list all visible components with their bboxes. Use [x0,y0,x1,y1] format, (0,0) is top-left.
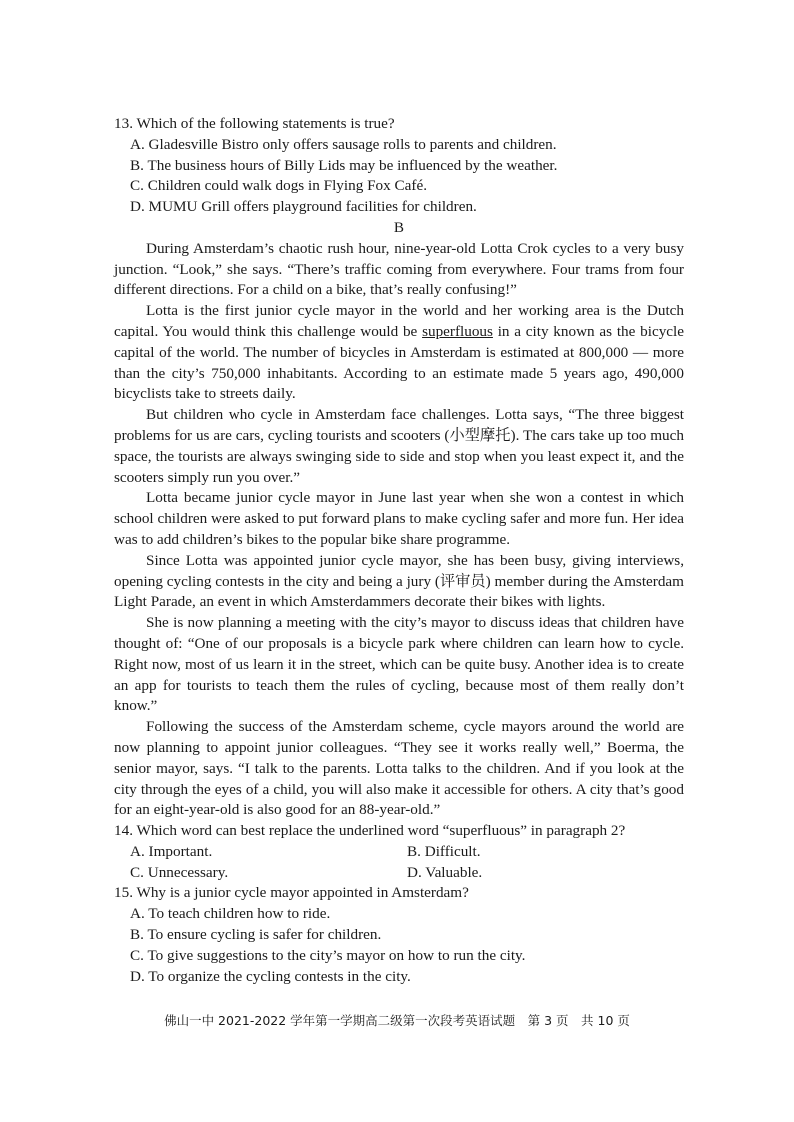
passage-paragraph-7: Following the success of the Amsterdam scheme, cycle mayors around the world are now planning to appoint junior colleagues. “They see it works really well,” Boerma, the senior mayor, says. “I talk to the parents. Lotta talks to the children. And if you look at the city through the eyes of a child, you will also make it accessible for others. A city that’s good for an eight-year-old is also good for an 88-year-old.” [114,718,684,819]
passage-paragraph-2 [114,301,684,405]
question-15-stem: 15. Why is a junior cycle mayor appointed in Amsterdam? [114,884,469,902]
passage-paragraph-3: But children who cycle in Amsterdam face challenges. Lotta says, “The three biggest problems for us are cars, cycling tourists and scooters (小型摩托). The cars take up too much space, the tourists are always swinging side to side and stop when you least expect it, and the scooters simply run you over.” [114,406,684,486]
question-14-option-b: B. Difficult. [407,842,481,860]
page-content [114,114,684,987]
question-14-option-c: C. Unnecessary. [130,863,229,881]
question-14-stem: 14. Which word can best replace the underlined word “superfluous” in paragraph 2? [114,822,626,840]
question-15-option-d: D. To organize the cycling contests in the city. [130,967,411,985]
question-13-option-b: B. The business hours of Billy Lids may be influenced by the weather. [130,156,558,174]
question-13-option-d: D. MUMU Grill offers playground facilities for children. [130,198,477,216]
paragraph-2-text-before: Lotta is the first junior cycle mayor in the world and her working area is the Dutch capital. You would think this challenge would be [114,302,684,340]
question-13-option-a: A. Gladesville Bistro only offers sausage rolls to parents and children. [130,135,557,153]
passage-paragraph-6: She is now planning a meeting with the city’s mayor to discuss ideas that children have thought of: “One of our proposals is a bicycle park where children can learn how to cycle. Right now, most of us learn it in the street, which can be quite busy. Another idea is to create an app for tourists to teach them the rules of cycling, because most of them really don’t know.” [114,614,684,715]
question-14-options-row-1 [130,842,684,863]
page-footer: 佛山一中 2021-2022 学年第一学期高二级第一次段考英语试题 第 3 页 共 10 页 [164,1013,630,1028]
question-14-option-d: D. Valuable. [407,863,483,881]
question-15-option-c: C. To give suggestions to the city’s mayor on how to run the city. [130,946,526,964]
passage-paragraph-1: During Amsterdam’s chaotic rush hour, nine-year-old Lotta Crok cycles to a very busy junction. “Look,” she says. “There’s traffic coming from everywhere. Four trams from four different directions. For a child on a bike, that’s really confusing!” [114,239,684,299]
section-label: B [393,218,405,236]
underlined-word: superfluous [422,322,493,340]
question-15-option-a: A. To teach children how to ride. [130,905,331,923]
paragraph-2-text-after: in a city known as the bicycle capital of the world. The number of bicycles in Amsterdam is estimated at 800,000 — more than the city’s 750,000 inhabitants. According to an estimate made 5 years ago, 490,000 bicyclists take to streets daily. [114,322,684,403]
question-14-options-row-2 [130,863,684,884]
question-15-option-b: B. To ensure cycling is safer for children. [130,926,382,944]
passage-paragraph-4: Lotta became junior cycle mayor in June last year when she won a contest in which school children were asked to put forward plans to make cycling safer and more fun. Her idea was to add children’s bikes to the popular bike share programme. [114,489,684,548]
question-14-option-a: A. Important. [130,842,213,860]
passage-paragraph-5: Since Lotta was appointed junior cycle mayor, she has been busy, giving interviews, opening cycling contests in the city and being a jury (评审员) member during the Amsterdam Light Parade, an event in which Amsterdammers decorate their bikes with lights. [114,551,684,611]
question-13-stem: 13. Which of the following statements is true? [114,115,395,132]
question-13-option-c: C. Children could walk dogs in Flying Fox Café. [130,177,427,195]
